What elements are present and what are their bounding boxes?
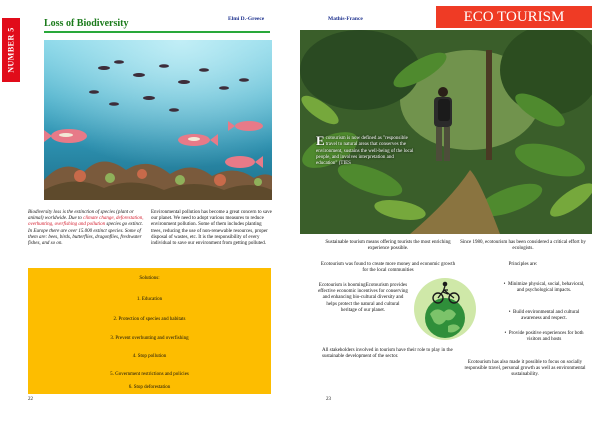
bullet-icon: • <box>503 282 508 287</box>
booming-text: Ecotourism is boomingEcotourism provides effective economic incentives for conserving and enhancing bio-cultural diversity and helps protect the natural and cultural heritage of our planet. <box>318 283 408 313</box>
closing-text: Ecotourism has also made it possible to focus on socially responsible travel, personal growth as well as environmental sustainability. <box>464 360 586 378</box>
pollution-paragraph: Environmental pollution has become a great concern to save our planet. We need to adopt various measures to reduce environment pollution. Some of them includes planting trees, reducing the use of non-renewable resources, proper disposal of wastes, etc. It is the responsibility of every individual to save our environment from getting polluted. <box>151 210 272 247</box>
globe-cyclist-icon <box>412 276 478 342</box>
solution-item: 1. Education <box>136 297 163 302</box>
principle-item <box>500 282 588 294</box>
solutions-title: Solutions: <box>139 276 160 281</box>
title-divider <box>44 31 270 33</box>
bullet-icon: • <box>504 331 509 336</box>
page-number-left: 22 <box>28 397 33 402</box>
intro-text-start: Biodiversity loss is the extinction of species (plant or animal) worldwide. Due to <box>28 210 134 222</box>
quote-initial: E <box>316 133 325 148</box>
article-title: Loss of Biodiversity <box>44 18 129 29</box>
solution-item: 2. Protection of species and habitats <box>113 317 186 322</box>
solution-item: 6. Stop deforestation <box>128 385 171 390</box>
principle-text: Provide positive experiences for both visitors and hosts <box>508 331 584 343</box>
principle-text: Build environmental and cultural awareness and respect. <box>513 310 580 322</box>
quote-text: cotourism is now defined as "responsible travel to natural areas that conserves the environment, sustains the well-being of the local people, and involves interpretation and education" (TIES <box>316 136 414 167</box>
intro-text-end: species go extinct. In Europe there are over 15.000 extinct species. Some of them are: bees, birds, butterflies, dragonflies, freshwater fishes, and so on. <box>28 222 143 247</box>
eco-globe-image <box>412 276 478 342</box>
economic-growth-text: Ecotourism was found to create more money and economic growth for the local communities <box>320 262 456 274</box>
author-right: Mathis-France <box>328 16 363 22</box>
section-banner: ECO TOURISM <box>436 6 592 28</box>
solutions-box <box>28 268 271 394</box>
principle-text: Minimize physical, social, behavioral, and psychological impacts. <box>507 282 585 294</box>
principle-item <box>500 331 588 343</box>
author-left: Elmi D.-Greece <box>228 16 265 22</box>
biodiversity-intro <box>28 210 148 247</box>
definition-quote <box>316 133 414 167</box>
solution-item: 5. Government restrictions and policies <box>110 372 189 377</box>
page-number-right: 23 <box>326 397 331 402</box>
coral-reef-illustration <box>44 40 272 200</box>
jungle-hiker-photo <box>300 30 592 234</box>
intro-causes-highlight: climate change, deforestation, overhunting, overfishing and pollution <box>28 216 144 228</box>
stakeholders-text: All stakeholders involved in tourism have their role to play in the sustainable development of the sector. <box>322 348 453 360</box>
bullet-icon: • <box>508 310 514 315</box>
coral-reef-photo <box>44 40 272 200</box>
solution-item: 3. Prevent overhunting and overfishing <box>110 336 189 341</box>
solution-item: 4. Stop pollution <box>132 354 167 359</box>
sustainable-tourism-text: Sustainable tourism means offering tourists the most enriching experience possible. <box>325 240 451 252</box>
issue-tab <box>2 18 20 82</box>
principles-title: Principles are: <box>508 262 538 267</box>
principle-item <box>500 310 588 322</box>
jungle-illustration <box>300 30 592 234</box>
issue-tab-label: NUMBER 5 <box>6 27 16 73</box>
since-1980-text: Since 1980, ecotourism has been considered a critical effort by ecologists. <box>460 240 586 252</box>
